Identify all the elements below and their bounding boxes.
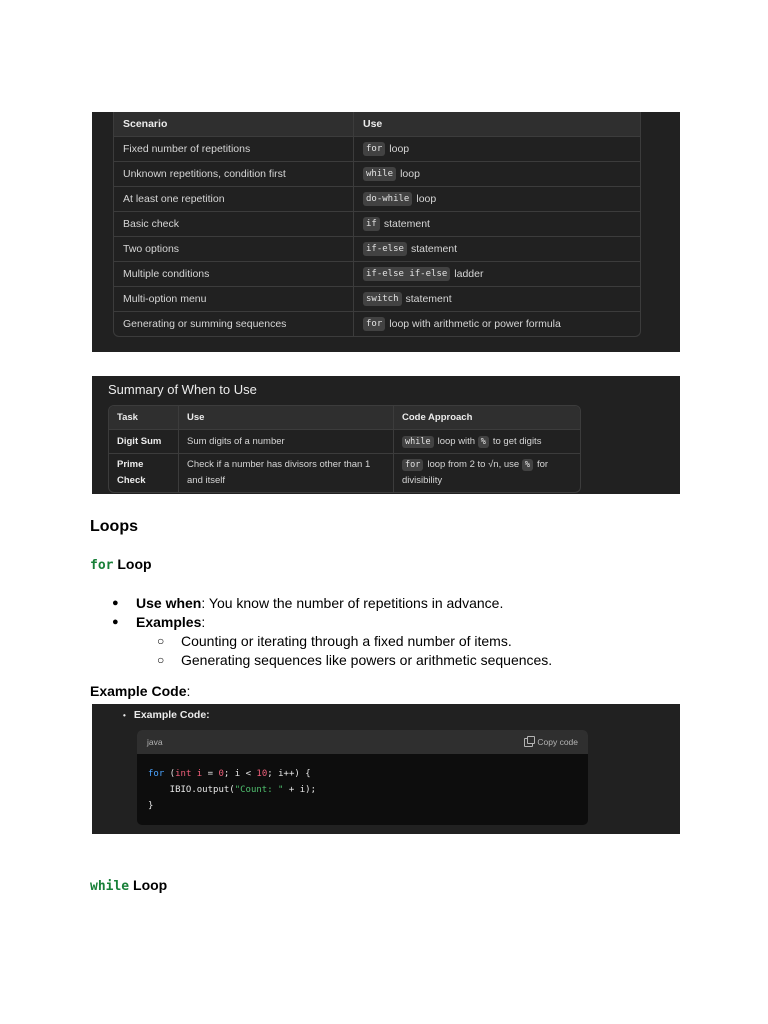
loop-word: Loop (133, 877, 168, 893)
copy-code-button[interactable] (524, 737, 578, 747)
scenario-cell: Generating or summing sequences (123, 318, 287, 330)
use-cell: loop (416, 193, 437, 205)
code-block (137, 730, 588, 825)
code-pill: switch (363, 292, 402, 306)
task-cell: Digit Sum (109, 430, 179, 453)
list-item: ○ Generating sequences like powers or arithmetic sequences. (157, 651, 553, 668)
table-row (114, 161, 640, 186)
scenario-cell: Multiple conditions (123, 268, 210, 280)
code-block-header (137, 730, 588, 754)
scenario-cell: Basic check (123, 218, 180, 230)
code-pill: for (402, 459, 423, 471)
example-item: Generating sequences like powers or arithmetic sequences. (181, 651, 553, 668)
use-cell: loop with arithmetic or power formula (389, 318, 561, 330)
table-row (114, 211, 640, 236)
use-cell: ladder (454, 268, 484, 280)
for-keyword: for (90, 558, 114, 573)
approach-text: loop from 2 to √n, use (427, 459, 520, 470)
table-header-row (114, 112, 640, 136)
loop-word: Loop (117, 556, 152, 572)
code-panel-bullet-text: Example Code: (133, 709, 210, 721)
examples-colon: : (201, 613, 206, 630)
use-cell: loop (389, 143, 410, 155)
code-pill: while (402, 436, 434, 448)
table-row (114, 286, 640, 311)
use-cell: statement (410, 243, 458, 255)
code-pill: for (363, 142, 385, 156)
table-header-row (109, 406, 580, 429)
task-cell: Prime Check (109, 454, 179, 492)
summary-table (108, 405, 581, 493)
scenario-table (113, 112, 641, 337)
example-code-label-bold: Example Code (90, 683, 187, 699)
scenario-cell: Two options (123, 243, 180, 255)
list-item: ● Use when: You know the number of repetitions in advance. (112, 594, 504, 611)
header-use: Use (363, 118, 383, 130)
scenario-cell: Unknown repetitions, condition first (123, 168, 286, 180)
code-panel (92, 704, 680, 834)
scenario-cell: Multi-option menu (123, 293, 207, 305)
table-row (109, 453, 580, 492)
use-cell: statement (405, 293, 452, 305)
table-row (114, 311, 640, 336)
table-row (114, 236, 640, 261)
examples-label: Examples (136, 613, 202, 630)
table-row (114, 261, 640, 286)
code-pill: if (363, 217, 380, 231)
code-pill: if-else if-else (363, 267, 450, 281)
header-code-approach: Code Approach (402, 411, 473, 423)
while-keyword: while (90, 879, 130, 894)
code-language: java (147, 737, 163, 747)
list-item: ○ Counting or iterating through a fixed number of items. (157, 632, 512, 649)
use-when-label: Use when (136, 594, 202, 611)
code-pill: if-else (363, 242, 407, 256)
use-when-text: : You know the number of repetitions in advance. (201, 594, 504, 611)
list-item: ● Examples: (112, 613, 206, 630)
example-code-label (90, 683, 190, 699)
code-body: for (int i = 0; i < 10; i++) { IBIO.output("Count: " + i); } (148, 769, 316, 811)
scenario-table-panel (92, 112, 680, 352)
scenario-cell: Fixed number of repetitions (123, 143, 251, 155)
code-approach-cell (394, 430, 580, 453)
section-heading-loops: Loops (90, 518, 138, 535)
code-pill: do-while (363, 192, 412, 206)
header-use: Use (179, 406, 394, 429)
approach-text: to get digits (492, 435, 542, 447)
code-pill: while (363, 167, 396, 181)
subheading-for-loop (90, 556, 152, 573)
code-pill: for (363, 317, 385, 331)
table-row (114, 136, 640, 161)
approach-text: for divisibility (402, 459, 549, 486)
use-cell: Check if a number has divisors other than 1 and itself (179, 454, 394, 492)
table-row (114, 186, 640, 211)
summary-title: Summary of When to Use (108, 382, 257, 397)
summary-panel (92, 376, 680, 494)
copy-code-label: Copy code (537, 737, 578, 747)
use-cell: loop (400, 168, 420, 180)
example-code-colon: : (186, 683, 191, 699)
header-task: Task (109, 406, 179, 429)
example-item: Counting or iterating through a fixed number of items. (181, 632, 512, 649)
code-panel-bullet: • Example Code: (123, 709, 210, 721)
table-row (109, 429, 580, 453)
use-cell: Sum digits of a number (179, 430, 394, 453)
code-pill: % (522, 459, 533, 471)
header-scenario: Scenario (123, 118, 168, 130)
approach-text: loop with (437, 435, 476, 447)
for-loop-bullets (112, 593, 552, 669)
use-cell: statement (383, 218, 430, 230)
code-approach-cell (394, 454, 580, 492)
subheading-while-loop (90, 877, 167, 894)
scenario-cell: At least one repetition (123, 193, 225, 205)
copy-icon (524, 738, 533, 747)
code-pill: % (478, 436, 489, 448)
